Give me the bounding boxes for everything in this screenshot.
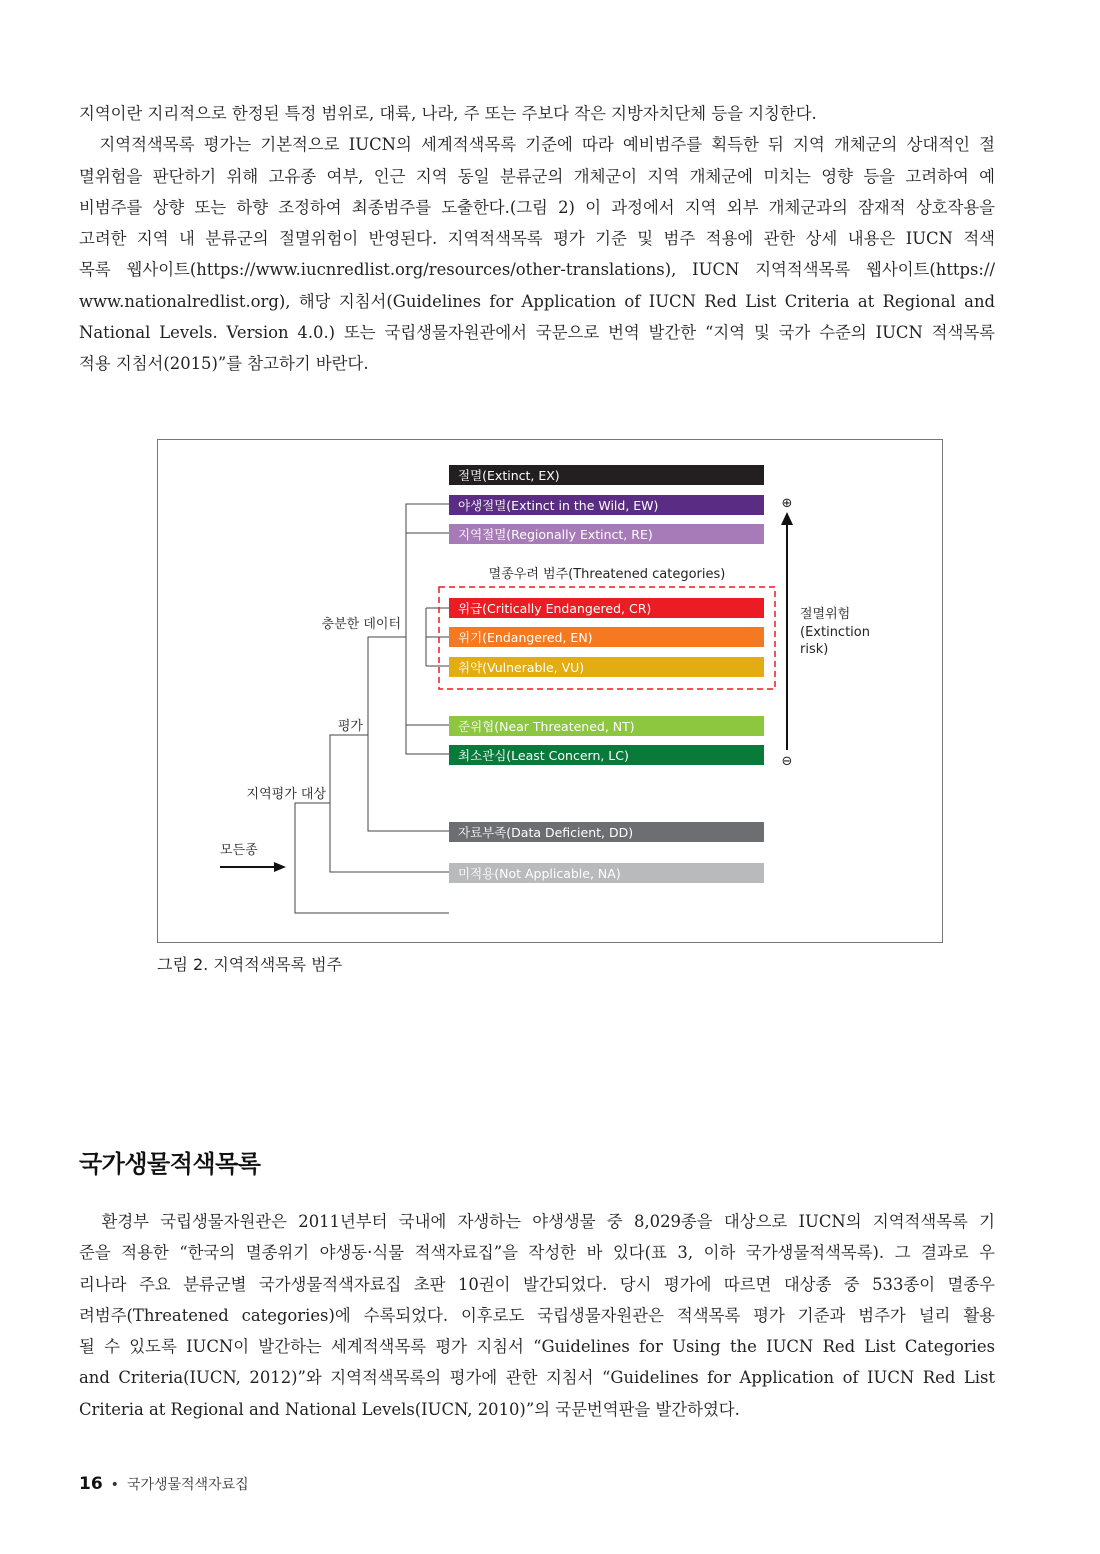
category-label-re: 지역절멸(Regionally Extinct, RE)	[458, 527, 653, 542]
risk-arrow-head	[781, 512, 793, 525]
red-list-categories-figure	[157, 439, 943, 943]
paragraph-line: and Criteria(IUCN, 2012)”와 지역적색목록의 평가에 관한 지침서 “Guidelines for Application of IUCN Red List	[79, 1368, 995, 1388]
category-label-nt: 준위협(Near Threatened, NT)	[458, 719, 635, 734]
category-label-cr: 위급(Critically Endangered, CR)	[458, 601, 652, 616]
category-label-dd: 자료부족(Data Deficient, DD)	[458, 825, 634, 840]
category-label-na: 미적용(Not Applicable, NA)	[458, 866, 621, 881]
paragraph-line: 비범주를 상향 또는 하향 조정하여 최종범주를 도출한다.(그림 2) 이 과정에서 지역 외부 개체군과의 잠재적 상호작용을	[79, 197, 995, 217]
paragraph-line: 목록 웹사이트(https://www.iucnredlist.org/resources/other-translations), IUCN 지역적색목록 웹사이트(https://	[79, 260, 995, 280]
category-label-en: 위기(Endangered, EN)	[458, 630, 593, 645]
paragraph-line: 지역이란 지리적으로 한정된 특정 범위로, 대륙, 나라, 주 또는 주보다 작은 지방자치단체 등을 지칭한다.	[79, 104, 817, 123]
tree-connector-lines	[295, 504, 449, 913]
eligible-label: 지역평가 대상	[246, 787, 326, 802]
category-label-ne: 미평가(Not Evaluated, NE)	[458, 907, 618, 922]
section-heading: 국가생물적색목록	[79, 1150, 261, 1178]
risk-label-line: risk)	[800, 642, 829, 657]
category-bars	[449, 465, 764, 922]
adequate-data-bracket	[406, 504, 449, 754]
national-red-list-paragraph	[79, 1206, 995, 1425]
all-species-bracket	[295, 803, 449, 913]
risk-label-line: 절멸위험	[800, 607, 851, 622]
paragraph-line: 고려한 지역 내 분류군의 절멸위험이 반영된다. 지역적색목록 평가 기준 및 범주 적용에 관한 상세 내용은 IUCN 적색	[79, 229, 995, 249]
paragraph-line: 리나라 주요 분류군별 국가생물적색자료집 초판 10권이 발간되었다. 당시 평가에 따르면 대상종 중 533종이 멸종우	[79, 1274, 995, 1294]
intro-paragraph	[79, 98, 995, 380]
paragraph-line: 지역적색목록 평가는 기본적으로 IUCN의 세계적색목록 기준에 따라 예비범주를 획득한 뒤 지역 개체군의 상대적인 절	[79, 135, 995, 155]
risk-label-line: (Extinction	[800, 625, 870, 640]
category-label-ew: 야생절멸(Extinct in the Wild, EW)	[458, 498, 659, 513]
paragraph-line: National Levels. Version 4.0.) 또는 국립생물자원관에서 국문으로 번역 발간한 “지역 및 국가 수준의 IUCN 적색목록	[79, 323, 995, 343]
paragraph-line: 멸위험을 판단하기 위해 고유종 여부, 인근 지역 동일 분류군의 개체군이 지역 개체군에 미치는 영향 등을 고려하여 예	[79, 166, 995, 186]
evaluated-label: 평가	[337, 719, 363, 734]
page-footer	[79, 1474, 249, 1494]
paragraph-line: 준을 적용한 “한국의 멸종위기 야생동·식물 적색자료집”을 작성한 바 있다(표 3, 이하 국가생물적색목록). 그 결과로 우	[79, 1243, 995, 1263]
categories-diagram	[158, 440, 944, 944]
all-species-label: 모든종	[220, 843, 258, 858]
paragraph-line: 환경부 국립생물자원관은 2011년부터 국내에 자생하는 야생생물 중 8,029종을 대상으로 IUCN의 지역적색목록 기	[79, 1212, 995, 1231]
category-label-ex: 절멸(Extinct, EX)	[458, 468, 560, 483]
minus-icon: ⊖	[781, 754, 793, 769]
paragraph-line: Criteria at Regional and National Levels(IUCN, 2010)”의 국문번역판을 발간하였다.	[79, 1399, 740, 1419]
footer-separator: •	[110, 1477, 119, 1493]
plus-icon: ⊕	[781, 496, 793, 511]
paragraph-line: 될 수 있도록 IUCN이 발간하는 세계적색목록 평가 지침서 “Guidelines for Using the IUCN Red List Categories	[79, 1337, 995, 1357]
paragraph-line: 려범주(Threatened categories)에 수록되었다. 이후로도 국립생물자원관은 적색목록 평가 기준과 범주가 널리 활용	[79, 1305, 995, 1325]
threatened-label: 멸종우려 범주(Threatened categories)	[488, 567, 726, 582]
category-label-vu: 취약(Vulnerable, VU)	[458, 660, 585, 675]
paragraph-line: 적용 지침서(2015)”를 참고하기 바란다.	[79, 354, 369, 374]
adequate-data-label: 충분한 데이터	[321, 617, 401, 632]
all-species-arrow-head	[274, 862, 286, 872]
paragraph-line: www.nationalredlist.org), 해당 지침서(Guidelines for Application of IUCN Red List Criteria at Regional and	[79, 291, 995, 311]
eligible-bracket	[330, 735, 449, 872]
book-title: 국가생물적색자료집	[126, 1477, 249, 1493]
category-label-lc: 최소관심(Least Concern, LC)	[458, 748, 629, 763]
figure-caption: 그림 2. 지역적색목록 범주	[157, 955, 343, 974]
page-number: 16	[79, 1474, 103, 1494]
